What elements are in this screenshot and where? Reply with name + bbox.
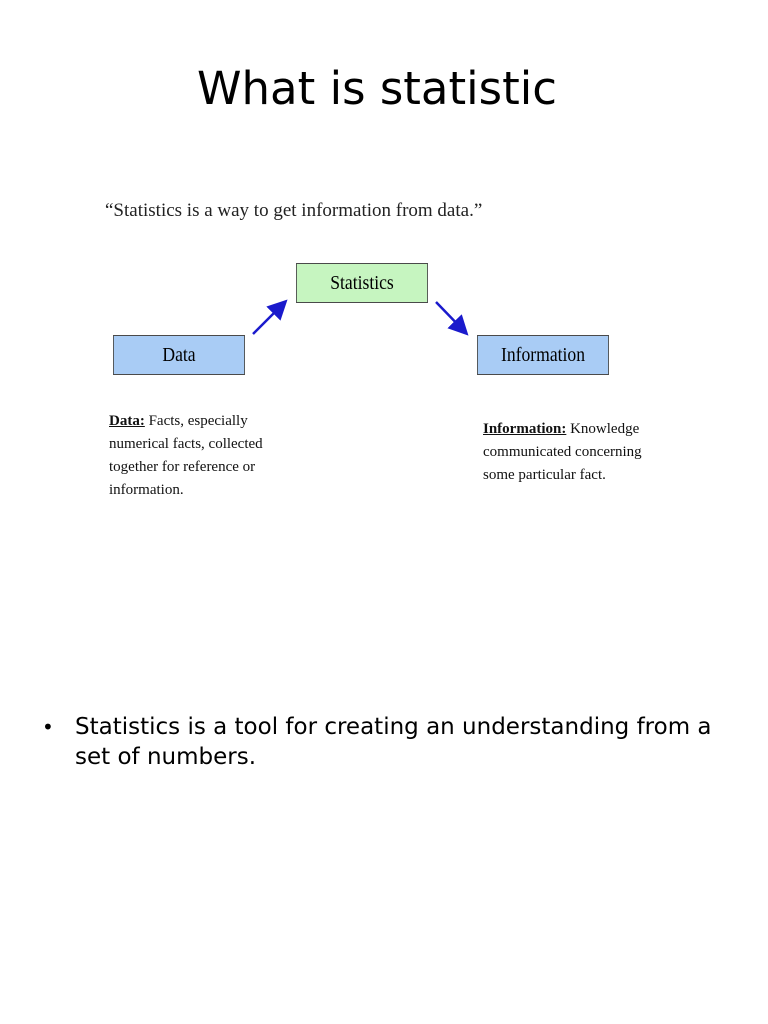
data-definition-term: Data: xyxy=(109,413,145,429)
statistics-diagram xyxy=(95,190,655,520)
data-definition xyxy=(109,410,279,502)
slide-title: What is statistic xyxy=(197,62,557,115)
bullet-text: Statistics is a tool for creating an understanding from a set of numbers. xyxy=(75,714,712,770)
information-definition-text: Knowledge communicated concerning some particular fact. xyxy=(483,421,642,483)
bullet-list xyxy=(42,712,722,772)
information-definition xyxy=(483,418,653,487)
information-box: Information xyxy=(477,335,609,375)
statistics-quote: “Statistics is a way to get information from data.” xyxy=(105,200,483,221)
statistics-box: Statistics xyxy=(296,263,428,303)
data-definition-text: Facts, especially numerical facts, collected together for reference or information. xyxy=(109,413,263,498)
information-definition-term: Information: xyxy=(483,421,567,437)
bullet-item xyxy=(42,712,722,772)
data-box: Data xyxy=(113,335,245,375)
data-to-statistics-arrow xyxy=(253,303,284,334)
statistics-to-information-arrow xyxy=(436,302,465,332)
bullet-icon: • xyxy=(42,715,54,739)
